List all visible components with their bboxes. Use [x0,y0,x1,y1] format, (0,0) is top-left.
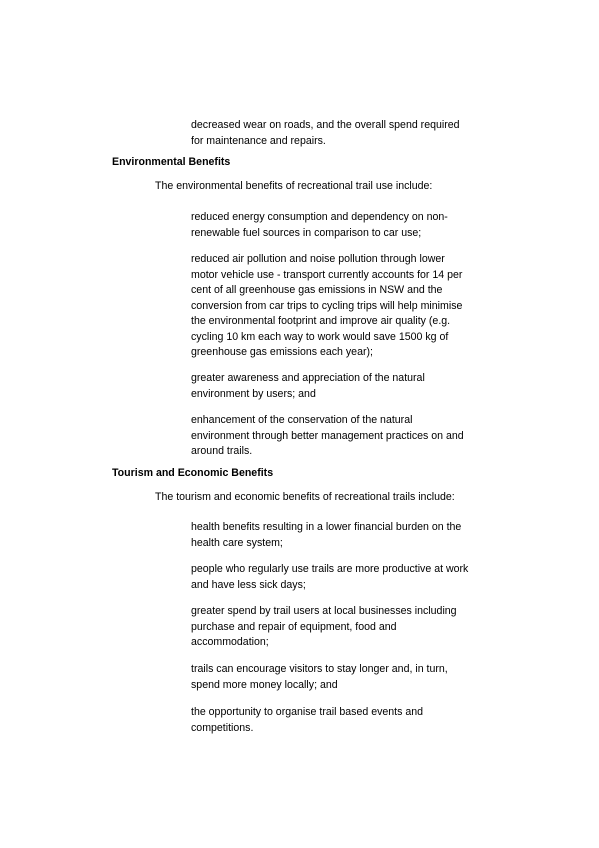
environmental-benefits-intro: The environmental benefits of recreational trail use include: [155,180,433,192]
tourism-list-item: health benefits resulting in a lower financial burden on the health care system; [191,521,462,549]
environmental-list-item: reduced energy consumption and dependency on non-renewable fuel sources in comparison to car use; [191,211,448,239]
tourism-list-item: the opportunity to organise trail based events and competitions. [191,706,424,734]
continuation-paragraph: decreased wear on roads, and the overall spend required for maintenance and repairs. [191,119,460,147]
tourism-list-item: trails can encourage visitors to stay longer and, in turn, spend more money locally; and [191,663,448,691]
environmental-list-item: greater awareness and appreciation of the natural environment by users; and [191,372,425,400]
tourism-list-item: people who regularly use trails are more productive at work and have less sick days; [191,563,469,591]
environmental-list-item: reduced air pollution and noise pollution through lower motor vehicle use - transport currently accounts for 14 per cent of all greenhouse gas emissions in NSW and the conversion from car trips to cycling trips will help minimise the environmental footprint and improve air quality (e.g. cycling 10 km each way to work would save 1500 kg of greenhouse gas emissions each year); [191,253,463,358]
tourism-economic-benefits-heading: Tourism and Economic Benefits [112,467,274,479]
tourism-economic-benefits-intro: The tourism and economic benefits of recreational trails include: [155,491,455,503]
tourism-list-item: greater spend by trail users at local businesses including purchase and repair of equipment, food and accommodation; [191,605,457,648]
environmental-benefits-heading: Environmental Benefits [112,156,231,168]
environmental-list-item: enhancement of the conservation of the natural environment through better management practices on and around trails. [191,414,464,457]
